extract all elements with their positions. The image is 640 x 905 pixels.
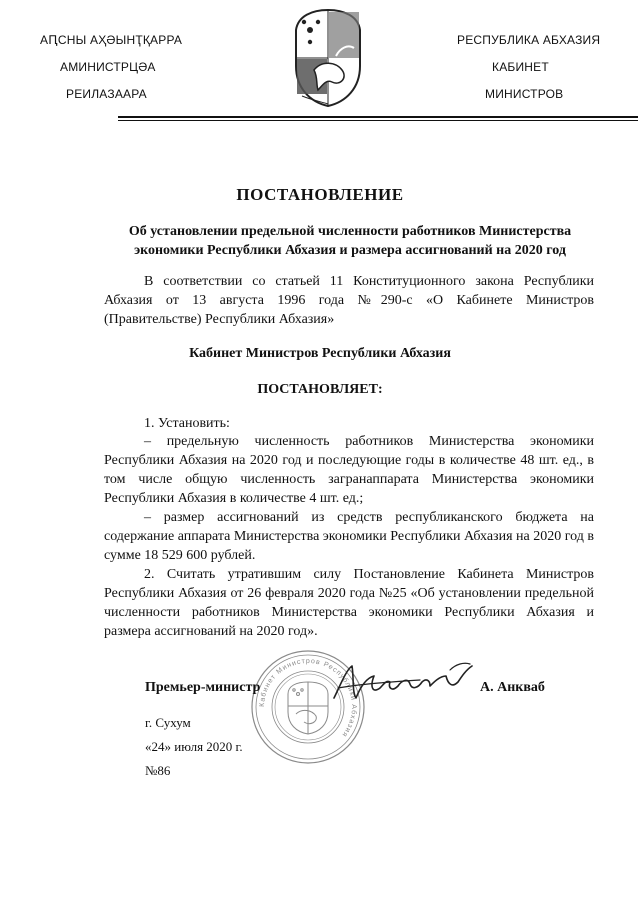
document-subtitle — [100, 222, 600, 260]
header-left-line-1: АԤСНЫ АҲӘЫНҬҚАРРА — [40, 33, 183, 47]
header-rule-thin — [118, 120, 638, 121]
preamble-paragraph: В соответствии со статьей 11 Конституционного закона Республики Абхазия от 13 августа 1996 года №290-с «О Кабинете Министров (Правительстве) Республики Абхазия» — [104, 274, 594, 327]
document-title: ПОСТАНОВЛЕНИЕ — [236, 185, 404, 204]
signatory-position: Премьер-министр — [145, 680, 261, 695]
header-right-line-2: КАБИНЕТ — [492, 60, 549, 74]
abkhazia-coat-of-arms-icon — [292, 8, 364, 108]
header-left-line-2: АМИНИСТРЦӘА — [60, 60, 156, 74]
issuer-line: Кабинет Министров Республики Абхазия — [189, 346, 451, 361]
header-right-line-1: РЕСПУБЛИКА АБХАЗИЯ — [457, 33, 601, 47]
item-1-heading: 1. Установить: — [144, 416, 230, 431]
resolves-heading: ПОСТАНОВЛЯЕТ: — [257, 382, 383, 397]
subtitle-line-2: экономики Республики Абхазия и размера ассигнований на 2020 год — [134, 243, 566, 258]
header-left-line-3: РЕИЛАЗААРА — [66, 87, 147, 101]
header-right-line-3: МИНИСТРОВ — [485, 87, 564, 101]
header-rule-thick — [118, 116, 638, 118]
document-number: №86 — [145, 763, 171, 778]
item-1-clause-b: – размер ассигнований из средств республиканского бюджета на содержание аппарата Министерства экономики Республики Абхазия на 2020 год в сумме 18 529 600 рублей. — [104, 510, 594, 563]
item-2-paragraph: 2. Считать утратившим силу Постановление Кабинета Министров Республики Абхазия от 26 февраля 2020 года №25 «Об установлении предельной численности работников Министерства экономики Республики Абхазия и размера ассигнований на 2020 год». — [104, 567, 594, 639]
subtitle-line-1: Об установлении предельной численности работников Министерства — [128, 224, 572, 239]
document-date: «24» июля 2020 г. — [145, 739, 243, 754]
signatory-name: А. Анкваб — [480, 680, 545, 695]
document-city: г. Сухум — [145, 715, 191, 730]
handwritten-signature-icon — [330, 658, 475, 706]
item-1-clause-a: – предельную численность работников Министерства экономики Республики Абхазия на 2020 год и последующие годы в количестве 48 шт. ед., в том числе общую численность загранаппарата Министерства экономики Республики Абхазия в количестве 4 шт. ед.; — [104, 434, 594, 506]
seal-text: Кабинет Министров Республики Абхазия — [258, 657, 358, 739]
